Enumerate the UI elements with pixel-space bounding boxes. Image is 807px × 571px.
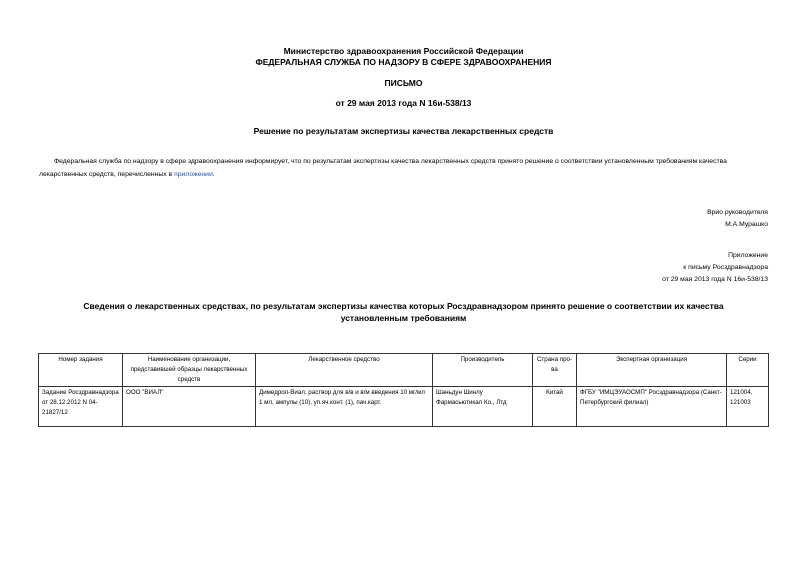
cell-series: 121004, 121003 — [727, 387, 769, 427]
appendix-heading — [662, 250, 768, 286]
col-medicine: Лекарственное средство — [256, 354, 433, 387]
appendix-title: Сведения о лекарственных средствах, по результатам экспертизы качества которых Росздравнадзором принято решение о соответствии их качества установленным требованиям — [83, 301, 724, 323]
col-task-number: Номер задания — [39, 354, 123, 387]
col-manufacturer: Производитель — [433, 354, 533, 387]
cell-organization: ООО "ВИАЛ" — [123, 387, 256, 427]
document-subject: Решение по результатам экспертизы качества лекарственных средств — [253, 126, 554, 136]
document-date-number: от 29 мая 2013 года N 16и-538/13 — [335, 98, 472, 108]
signature-block — [707, 207, 768, 231]
service-name: ФЕДЕРАЛЬНАЯ СЛУЖБА ПО НАДЗОРУ В СФЕРЕ ЗДРАВООХРАНЕНИЯ — [255, 57, 552, 67]
cell-task-number: Задание Росздравнадзора от 28.12.2012 N 04-21827/12 — [39, 387, 123, 427]
cell-medicine: Димедрол-Виал, раствор для в/в и в/м введения 10 мг/мл 1 мл, ампулы (10), уп.яч.конт. (1), пач.карт. — [256, 387, 433, 427]
table-header-row — [39, 354, 769, 387]
appendix-reference: к письму Росздравнадзора — [683, 264, 768, 271]
col-country: Страна про-ва — [533, 354, 577, 387]
col-series: Серии — [727, 354, 769, 387]
ministry-name: Министерство здравоохранения Российской Федерации — [283, 46, 524, 56]
body-text-end: . — [212, 171, 215, 178]
table-row — [39, 387, 769, 427]
cell-country: Китай — [533, 387, 577, 427]
appendix-link[interactable]: приложении — [174, 171, 213, 178]
document-type: ПИСЬМО — [384, 78, 423, 88]
col-organization: Наименование организации, представившей образцы лекарственных средств — [123, 354, 256, 387]
medicines-table — [38, 353, 769, 427]
signature-name: М.А.Мурашко — [725, 221, 768, 228]
body-paragraph — [39, 155, 769, 181]
signature-position: Врио руководителя — [707, 209, 768, 216]
appendix-label: Приложение — [728, 252, 768, 259]
cell-manufacturer: Шаньдун Шинлу Фармасьютикал Ко., Лтд — [433, 387, 533, 427]
appendix-date-number: от 29 мая 2013 года N 16и-538/13 — [662, 276, 768, 283]
col-expert-organization: Экспертная организация — [577, 354, 727, 387]
body-text-start: Федеральная служба по надзору в сфере здравоохранения информирует, что по результатам экспертизы качества лекарственных средств принято решение о соответствии установленным требованиям качества лекарственных средств, перечисленных в — [39, 158, 727, 178]
cell-expert-organization: ФГБУ "ИМЦЭУАОСМП" Росздравнадзора (Санкт-Петербургский филиал) — [577, 387, 727, 427]
